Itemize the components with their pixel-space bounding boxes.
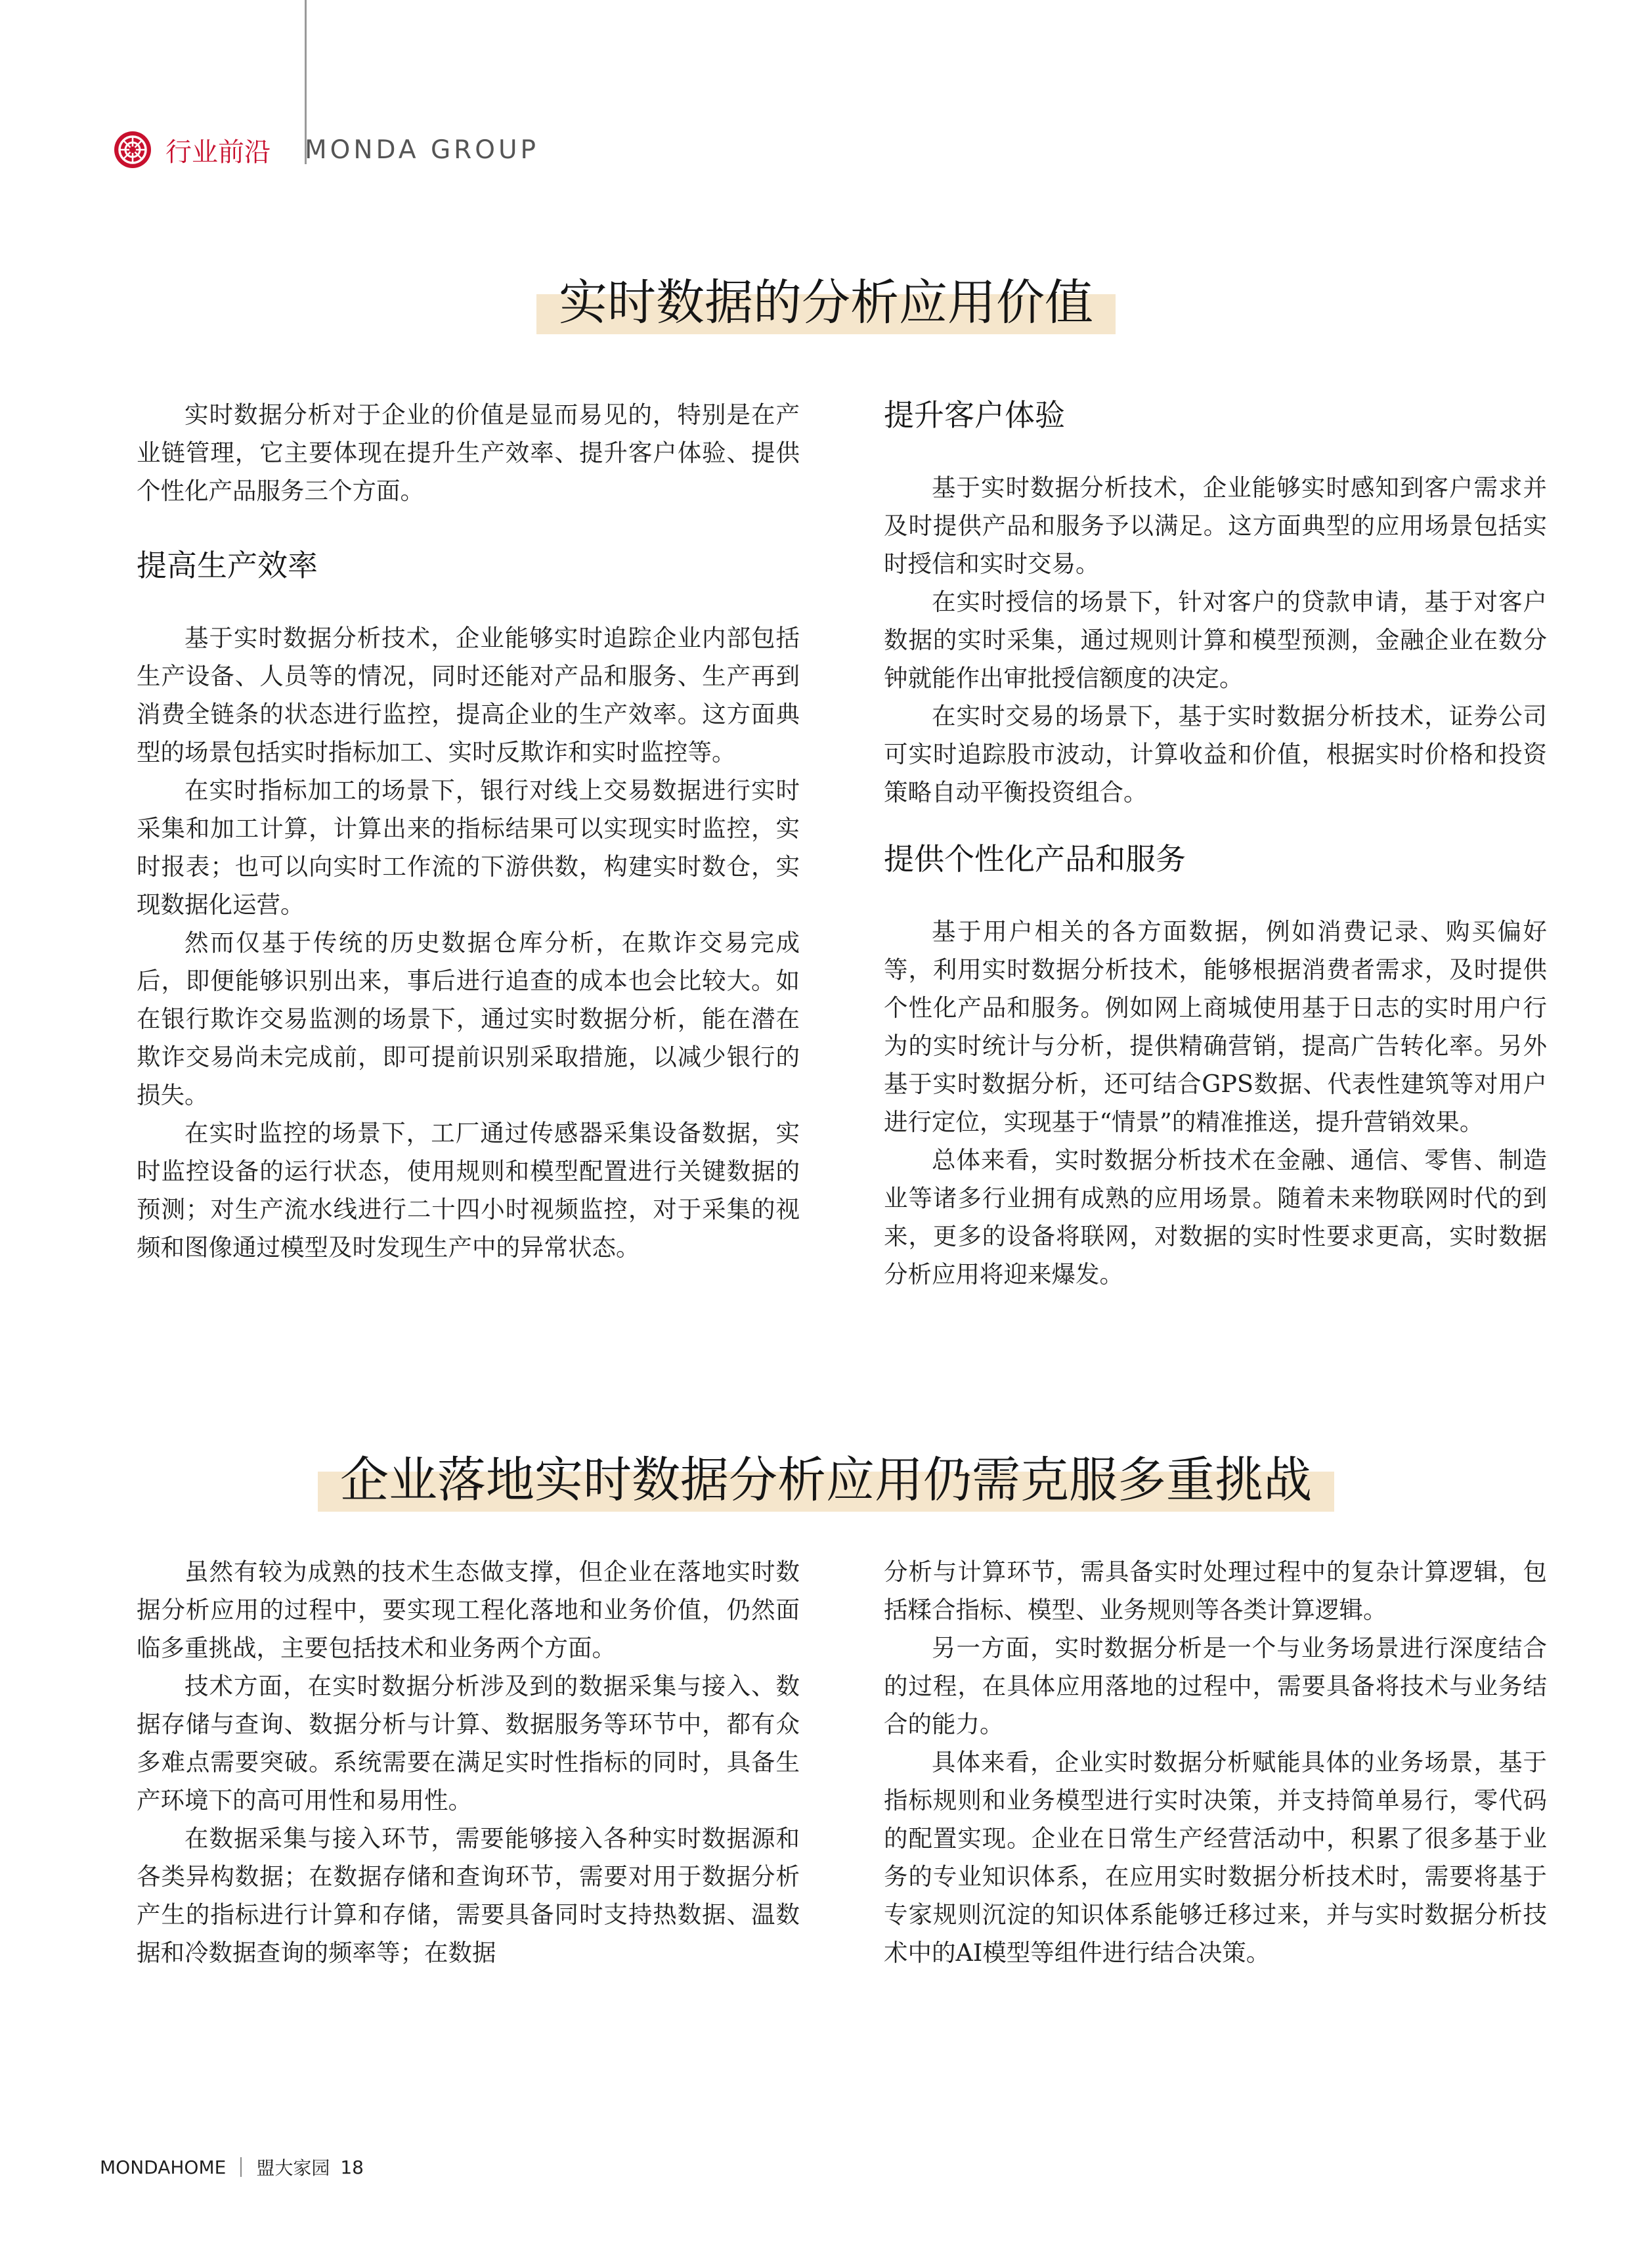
paragraph: 在数据采集与接入环节，需要能够接入各种实时数据源和各类异构数据；在数据存储和查询环节，需要对用于数据分析产生的指标进行计算和存储，需要具备同时支持热数据、温数据和冷数据查询的频率等；在数据 — [137, 1824, 800, 1967]
paragraph: 分析与计算环节，需具备实时处理过程中的复杂计算逻辑，包括糅合指标、模型、业务规则等各类计算逻辑。 — [884, 1558, 1547, 1624]
page-number: 18 — [340, 2156, 364, 2178]
paragraph: 另一方面，实时数据分析是一个与业务场景进行深度结合的过程，在具体应用落地的过程中，需要具备将技术与业务结合的能力。 — [884, 1634, 1547, 1738]
footer-brand: MONDAHOME — [100, 2156, 227, 2178]
heading-customer-experience: 提升客户体验 — [884, 397, 1065, 433]
section1-right-column — [884, 395, 1547, 1294]
paragraph: 具体来看，企业实时数据分析赋能具体的业务场景，基于指标规则和业务模型进行实时决策，并支持简单易行，零代码的配置实现。企业在日常生产经营活动中，积累了很多基于业务的专业知识体系，在应用实时数据分析技术时，需要将基于专家规则沉淀的知识体系能够迁移过来，并与实时数据分析技术中的AI模型等组件进行结合决策。 — [884, 1748, 1547, 1967]
paragraph: 在实时交易的场景下，基于实时数据分析技术，证券公司可实时追踪股市波动，计算收益和价值，根据实时价格和投资策略自动平衡投资组合。 — [884, 702, 1547, 806]
heading-improve-efficiency: 提高生产效率 — [137, 548, 318, 583]
paragraph: 总体来看，实时数据分析技术在金融、通信、零售、制造业等诸多行业拥有成熟的应用场景。随着未来物联网时代的到来，更多的设备将联网，对数据的实时性要求更高，实时数据分析应用将迎来爆发。 — [884, 1146, 1547, 1288]
heading-personalized-services: 提供个性化产品和服务 — [884, 841, 1186, 877]
section2-title-band — [318, 1449, 1334, 1512]
section2-left-column — [137, 1553, 800, 1972]
footer-magazine-name: 盟大家园 — [256, 2157, 330, 2179]
section2-right-column — [884, 1553, 1547, 1972]
page-header — [113, 128, 539, 171]
section2-title: 企业落地实时数据分析应用仍需克服多重挑战 — [340, 1452, 1312, 1508]
paragraph: 基于实时数据分析技术，企业能够实时感知到客户需求并及时提供产品和服务予以满足。这方面典型的应用场景包括实时授信和实时交易。 — [884, 473, 1547, 578]
section1-title-band — [536, 271, 1116, 334]
section1-left-column — [137, 396, 800, 1267]
section1-title-wrap — [0, 271, 1652, 334]
section2-title-wrap — [0, 1449, 1652, 1512]
monda-logo-icon — [113, 130, 152, 169]
paragraph: 然而仅基于传统的历史数据仓库分析，在欺诈交易完成后，即便能够识别出来，事后进行追查的成本也会比较大。如在银行欺诈交易监测的场景下，通过实时数据分析，能在潜在欺诈交易尚未完成前，即可提前识别采取措施，以减少银行的损失。 — [137, 929, 800, 1109]
section-label: 行业前沿 — [165, 137, 271, 167]
paragraph: 基于用户相关的各方面数据，例如消费记录、购买偏好等，利用实时数据分析技术，能够根据消费者需求，及时提供个性化产品和服务。例如网上商城使用基于日志的实时用户行为的实时统计与分析，提供精确营销，提高广告转化率。另外基于实时数据分析，还可结合GPS数据、代表性建筑等对用户进行定位，实现基于“情景”的精准推送，提升营销效果。 — [884, 917, 1547, 1136]
paragraph: 在实时监控的场景下，工厂通过传感器采集设备数据，实时监控设备的运行状态，使用规则和模型配置进行关键数据的预测；对生产流水线进行二十四小时视频监控，对于采集的视频和图像通过模型及时发现生产中的异常状态。 — [137, 1119, 800, 1261]
paragraph: 在实时指标加工的场景下，银行对线上交易数据进行实时采集和加工计算，计算出来的指标结果可以实现实时监控，实时报表；也可以向实时工作流的下游供数，构建实时数仓，实现数据化运营。 — [137, 776, 800, 919]
paragraph: 基于实时数据分析技术，企业能够实时追踪企业内部包括生产设备、人员等的情况，同时还能对产品和服务、生产再到消费全链条的状态进行监控，提高企业的生产效率。这方面典型的场景包括实时指标加工、实时反欺诈和实时监控等。 — [137, 624, 800, 766]
group-name: MONDA GROUP — [305, 135, 540, 165]
paragraph: 虽然有较为成熟的技术生态做支撑，但企业在落地实时数据分析应用的过程中，要实现工程化落地和业务价值，仍然面临多重挑战，主要包括技术和业务两个方面。 — [137, 1558, 800, 1662]
section1-title: 实时数据的分析应用价值 — [559, 274, 1093, 331]
page-footer — [100, 2154, 364, 2180]
paragraph: 在实时授信的场景下，针对客户的贷款申请，基于对客户数据的实时采集，通过规则计算和模型预测，金融企业在数分钟就能作出审批授信额度的决定。 — [884, 588, 1547, 692]
section1-intro: 实时数据分析对于企业的价值是显而易见的，特别是在产业链管理，它主要体现在提升生产效率、提升客户体验、提供个性化产品服务三个方面。 — [137, 401, 800, 505]
footer-divider — [240, 2157, 242, 2177]
paragraph: 技术方面，在实时数据分析涉及到的数据采集与接入、数据存储与查询、数据分析与计算、数据服务等环节中，都有众多难点需要突破。系统需要在满足实时性指标的同时，具备生产环境下的高可用性和易用性。 — [137, 1672, 800, 1814]
